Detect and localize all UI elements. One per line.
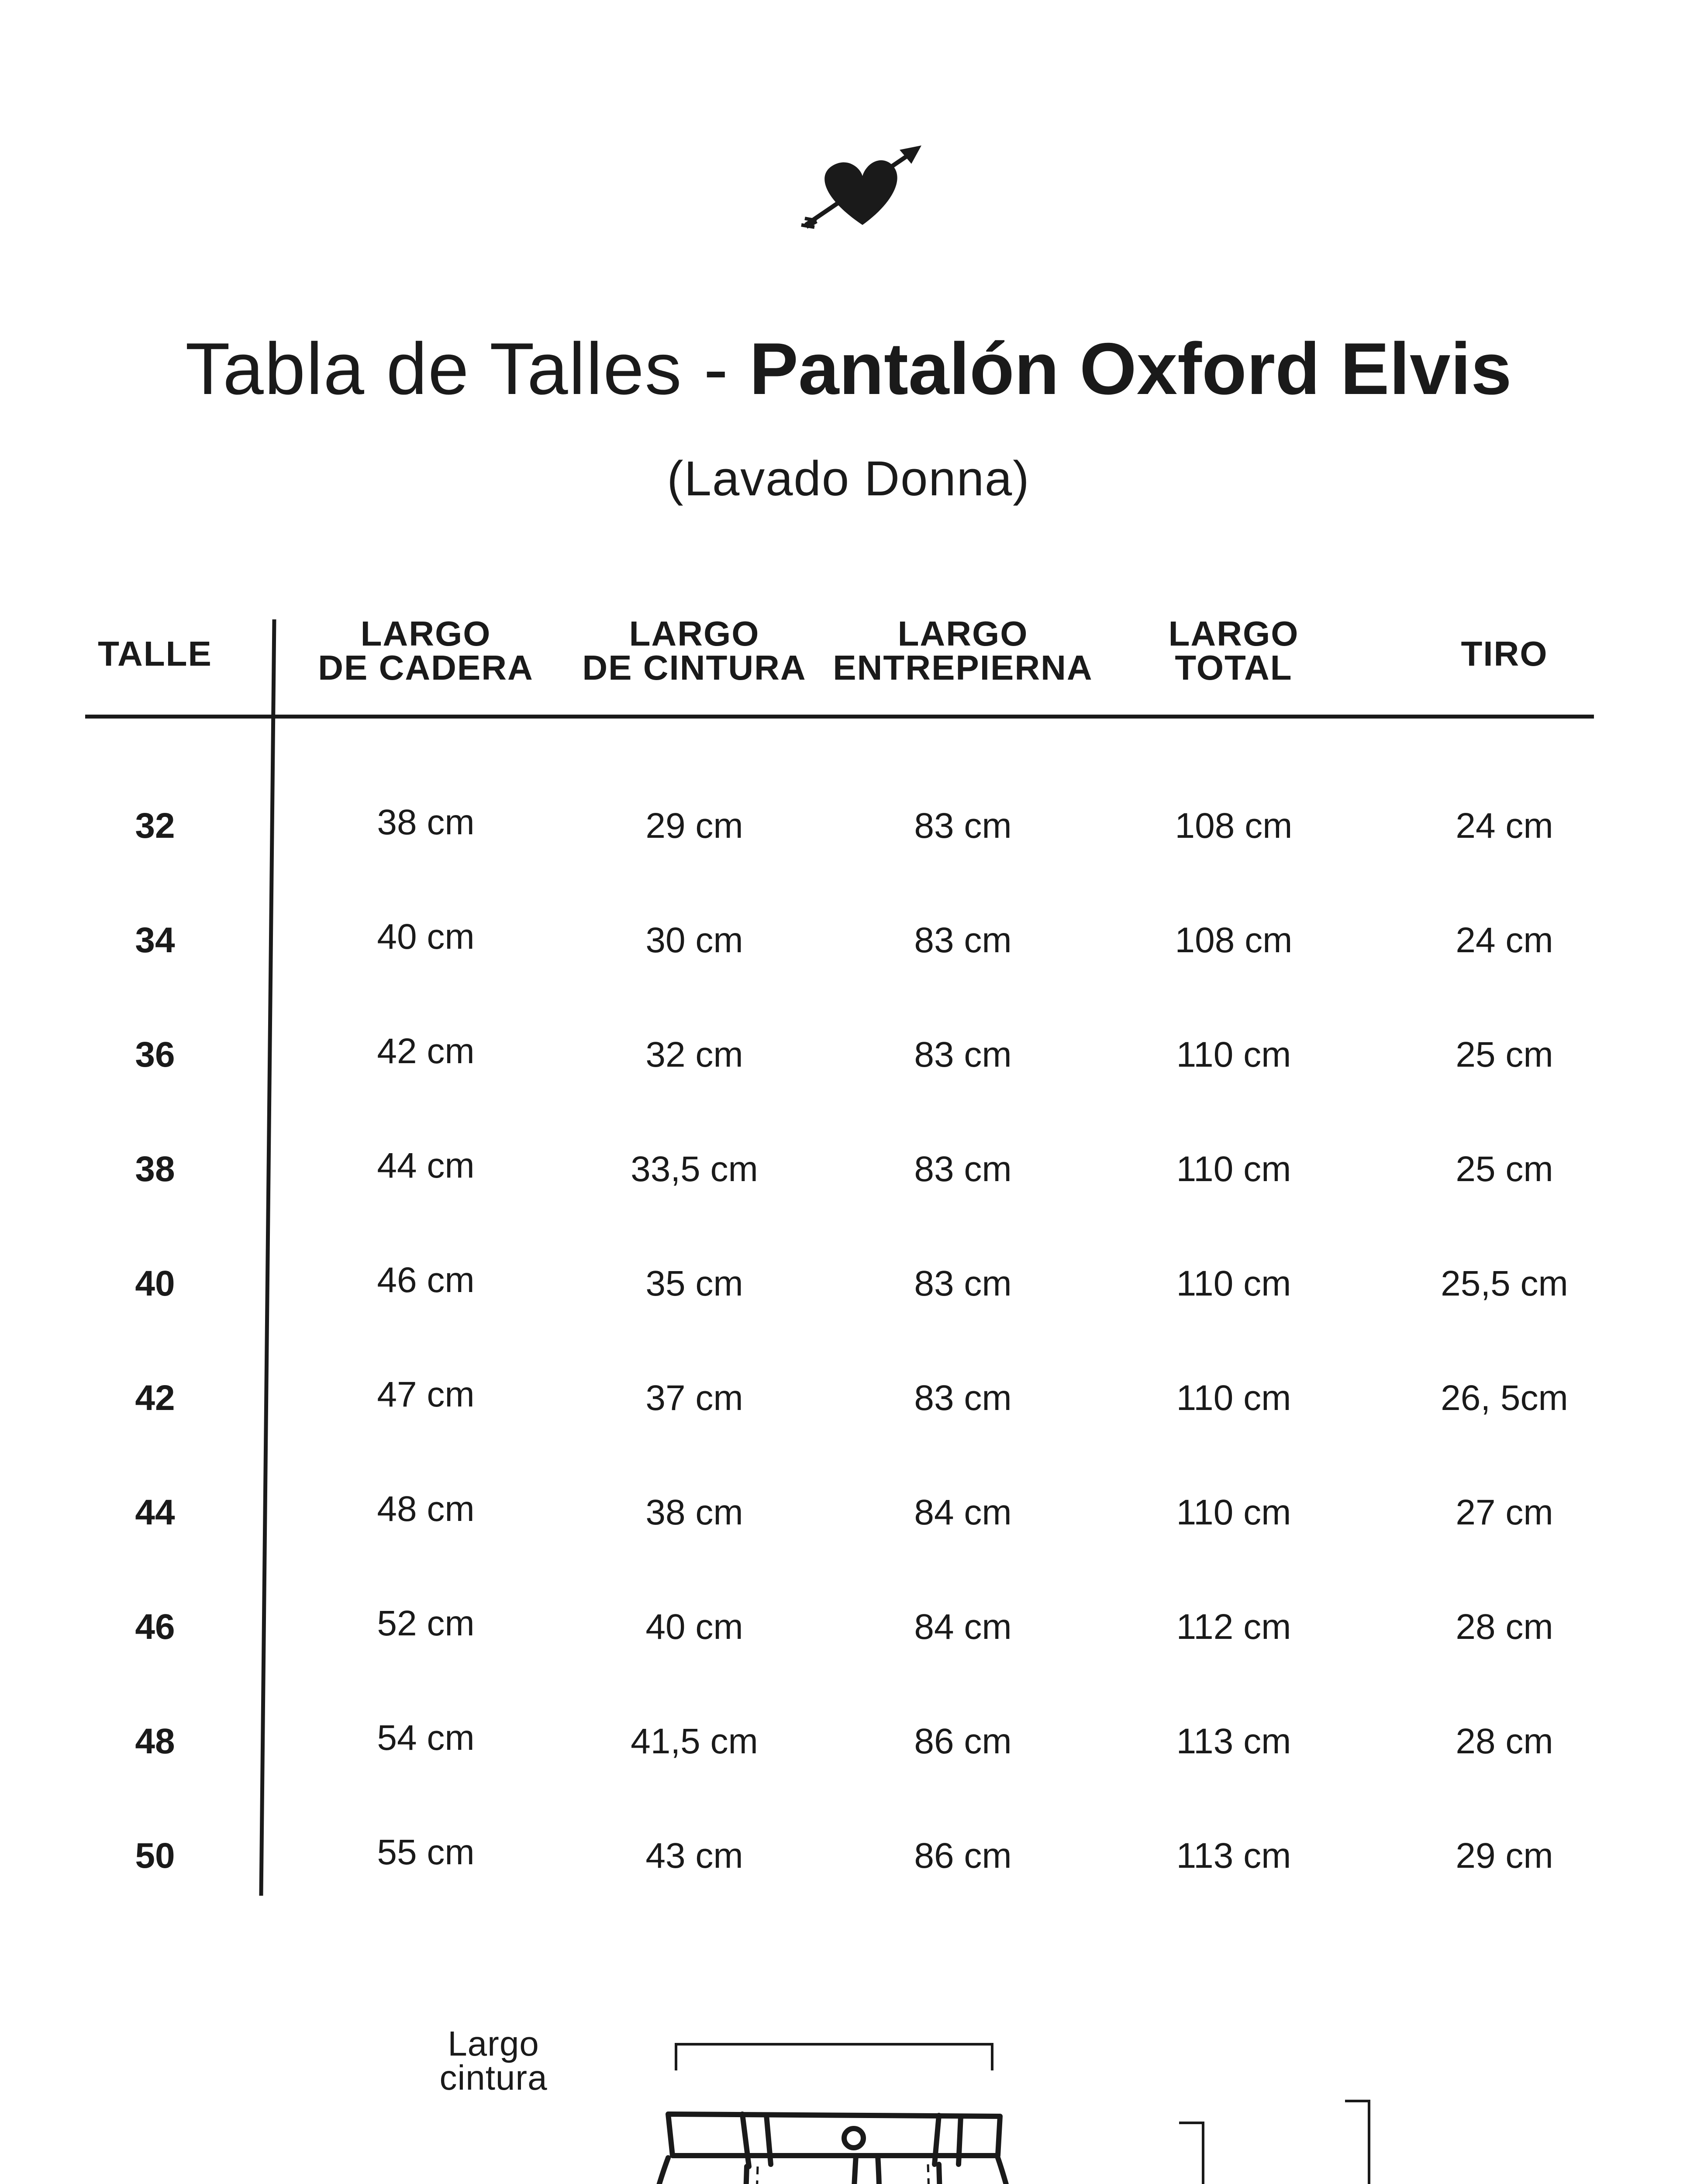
size-cell: 50 — [135, 1836, 175, 1876]
column-header-largo-entrepierna: LARGO ENTREPIERNA — [833, 614, 1093, 687]
measurement-cell: 28 cm — [1456, 1607, 1553, 1647]
header-divider — [85, 715, 1594, 719]
size-cell: 40 — [135, 1264, 175, 1303]
measurement-cell: 54 cm — [377, 1718, 475, 1758]
measurement-cell: 30 cm — [645, 920, 743, 960]
measurement-cell: 38 cm — [377, 802, 475, 842]
measurement-cell: 26, 5cm — [1441, 1378, 1568, 1418]
size-cell: 44 — [135, 1493, 175, 1532]
measurement-cell: 27 cm — [1456, 1493, 1553, 1532]
title-prefix: Tabla de Talles - — [185, 328, 729, 410]
measurement-cell: 41,5 cm — [631, 1721, 758, 1761]
measurement-cell: 44 cm — [377, 1146, 475, 1185]
column-header-largo-cadera: LARGO DE CADERA — [318, 614, 534, 687]
measurement-cell: 35 cm — [645, 1264, 743, 1303]
measurement-cell: 28 cm — [1456, 1721, 1553, 1761]
measurement-cell: 110 cm — [1176, 1149, 1291, 1189]
size-cell: 42 — [135, 1378, 175, 1418]
measurement-cell: 24 cm — [1456, 806, 1553, 846]
measurement-cell: 29 cm — [645, 806, 743, 846]
measurement-cell: 33,5 cm — [631, 1149, 758, 1189]
measurement-cell: 83 cm — [914, 1264, 1012, 1303]
measurement-cell: 37 cm — [645, 1378, 743, 1418]
measurement-cell: 112 cm — [1176, 1607, 1291, 1647]
measurement-cell: 83 cm — [914, 920, 1012, 960]
measurement-cell: 25,5 cm — [1441, 1264, 1568, 1303]
measurement-cell: 32 cm — [645, 1035, 743, 1075]
measurement-cell: 113 cm — [1176, 1721, 1291, 1761]
size-cell: 36 — [135, 1035, 175, 1075]
pants-outline-icon — [0, 1966, 1697, 2184]
measurement-cell: 46 cm — [377, 1260, 475, 1300]
size-cell: 34 — [135, 920, 175, 960]
measurement-cell: 108 cm — [1175, 806, 1293, 846]
measurement-cell: 24 cm — [1456, 920, 1553, 960]
measurement-cell: 29 cm — [1456, 1836, 1553, 1876]
title-product: Pantalón Oxford Elvis — [749, 328, 1512, 410]
measurement-cell: 47 cm — [377, 1375, 475, 1414]
measurement-cell: 86 cm — [914, 1836, 1012, 1876]
measurement-cell: 25 cm — [1456, 1149, 1553, 1189]
measurement-cell: 38 cm — [645, 1493, 743, 1532]
measurement-cell: 83 cm — [914, 1378, 1012, 1418]
size-cell: 32 — [135, 806, 175, 846]
measurement-cell: 113 cm — [1176, 1836, 1291, 1876]
measurement-cell: 43 cm — [645, 1836, 743, 1876]
size-cell: 38 — [135, 1149, 175, 1189]
measurement-cell: 55 cm — [377, 1832, 475, 1872]
measurement-cell: 110 cm — [1176, 1035, 1291, 1075]
measurement-cell: 84 cm — [914, 1607, 1012, 1647]
measurement-cell: 110 cm — [1176, 1264, 1291, 1303]
measurement-cell: 83 cm — [914, 1035, 1012, 1075]
measurement-cell: 40 cm — [377, 917, 475, 957]
label-largo-cintura: Largo cintura — [439, 2024, 548, 2097]
measurement-cell: 40 cm — [645, 1607, 743, 1647]
measurement-cell: 110 cm — [1176, 1378, 1291, 1418]
measurement-cell: 25 cm — [1456, 1035, 1553, 1075]
measurement-cell: 83 cm — [914, 1149, 1012, 1189]
measurement-cell: 42 cm — [377, 1031, 475, 1071]
measurement-cell: 48 cm — [377, 1489, 475, 1529]
measurement-cell: 52 cm — [377, 1603, 475, 1643]
column-header-largo-total: LARGO TOTAL — [1168, 614, 1299, 687]
page-subtitle: (Lavado Donna) — [667, 451, 1030, 506]
measurement-cell: 84 cm — [914, 1493, 1012, 1532]
measurement-cell: 110 cm — [1176, 1493, 1291, 1532]
column-header-talle: TALLE — [98, 634, 212, 673]
column-header-tiro: TIRO — [1461, 634, 1548, 673]
column-header-largo-cintura: LARGO DE CINTURA — [582, 614, 807, 687]
heart-arrow-icon — [797, 138, 928, 234]
measurement-cell: 83 cm — [914, 806, 1012, 846]
measurement-cell: 86 cm — [914, 1721, 1012, 1761]
size-cell: 48 — [135, 1721, 175, 1761]
size-cell: 46 — [135, 1607, 175, 1647]
measurement-cell: 108 cm — [1175, 920, 1293, 960]
page-title — [0, 328, 1697, 410]
